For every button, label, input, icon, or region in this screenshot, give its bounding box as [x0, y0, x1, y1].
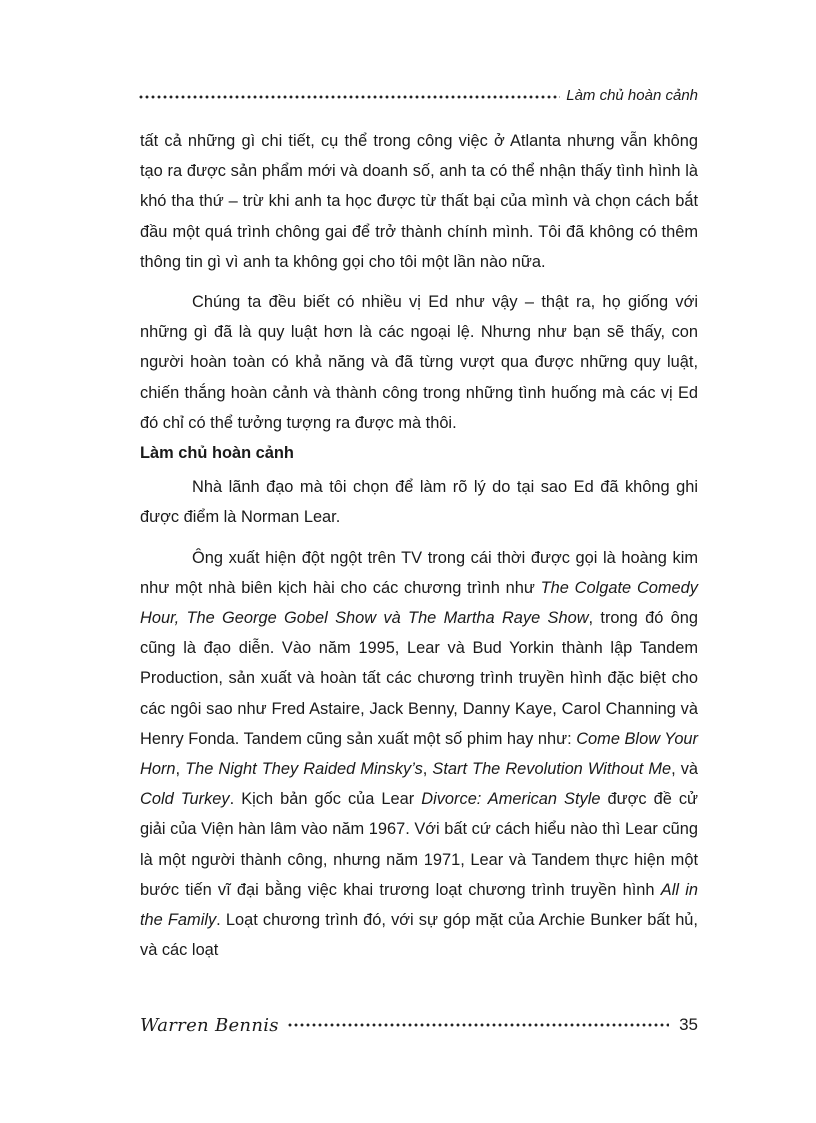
author-name: Warren Bennis	[140, 1014, 279, 1036]
film-title-4: Cold Turkey	[140, 790, 230, 809]
film-title-1: Come Blow Your Horn	[140, 729, 699, 779]
show-titles: The Colgate Comedy Hour, The George Gobel Show và The Martha Raye Show	[140, 578, 698, 628]
paragraph-4-text-4: ,	[422, 760, 433, 779]
paragraph-4-text-1: Ông xuất hiện đột ngột trên TV trong cái thời được gọi là hoàng kim như một nhà biên kịch hài cho các chương trình như	[140, 548, 698, 597]
running-header	[138, 80, 698, 104]
paragraph-4-text-3: ,	[175, 760, 186, 779]
page-footer	[140, 1010, 698, 1040]
paragraph-4-text-6: . Kịch bản gốc của Lear	[229, 790, 422, 809]
header-dot-leader	[138, 95, 560, 99]
page-number: 35	[679, 1015, 698, 1034]
tv-series-title: All in the Family	[140, 880, 698, 930]
paragraph-1: tất cả những gì chi tiết, cụ thể trong công việc ở Atlanta nhưng vẫn không tạo ra được sản phẩm mới và doanh số, anh ta có thể nhận thấy tình hình là khó tha thứ – trừ khi anh ta học được từ thất bại của mình và chọn cách bắt đầu một quá trình chông gai để trở thành chính mình. Tôi đã không có thêm thông tin gì vì anh ta không gọi cho tôi một lần nào nữa.	[140, 132, 698, 271]
paragraph-4	[140, 543, 698, 966]
section-heading: Làm chủ hoàn cảnh	[140, 444, 294, 463]
paragraph-4-text-2: , trong đó ông cũng là đạo diễn. Vào năm 1995, Lear và Bud Yorkin thành lập Tandem Production, sản xuất và hoàn tất các chương trình truyền hình đặc biệt cho các ngôi sao như Fred Astaire, Jack Benny, Danny Kaye, Carol Channing và Henry Fonda. Tandem cũng sản xuất một số phim hay như:	[140, 609, 698, 748]
page-body	[140, 126, 698, 965]
paragraph-2: Chúng ta đều biết có nhiều vị Ed như vậy – thật ra, họ giống với những gì đã là quy luật hơn là các ngoại lệ. Nhưng như bạn sẽ thấy, con người hoàn toàn có khả năng và đã từng vượt qua được những quy luật, chiến thắng hoàn cảnh và thành công trong những tình huống mà các vị Ed đó chỉ có thể tưởng tượng ra được mà thôi.	[140, 293, 698, 432]
paragraph-4-text-7: được đề cử giải của Viện hàn lâm vào năm 1967. Với bất cứ cách hiểu nào thì Lear cũng là một người thành công, nhưng năm 1971, Lear và Tandem thực hiện một bước tiến vĩ đại bằng việc khai trương loạt chương trình truyền hình	[140, 790, 699, 899]
film-title-3: Start The Revolution Without Me	[432, 760, 672, 779]
screenplay-title: Divorce: American Style	[421, 790, 601, 809]
running-title: Làm chủ hoàn cảnh	[566, 87, 698, 104]
film-title-2: The Night They Raided Minsky’s	[185, 760, 423, 779]
paragraph-3: Nhà lãnh đạo mà tôi chọn để làm rõ lý do tại sao Ed đã không ghi được điểm là Norman Lear.	[140, 478, 698, 527]
paragraph-4-text-8: . Loạt chương trình đó, với sự góp mặt của Archie Bunker bất hủ, và các loạt	[140, 911, 698, 960]
footer-dot-leader	[287, 1023, 669, 1027]
paragraph-4-text-5: , và	[671, 760, 699, 779]
